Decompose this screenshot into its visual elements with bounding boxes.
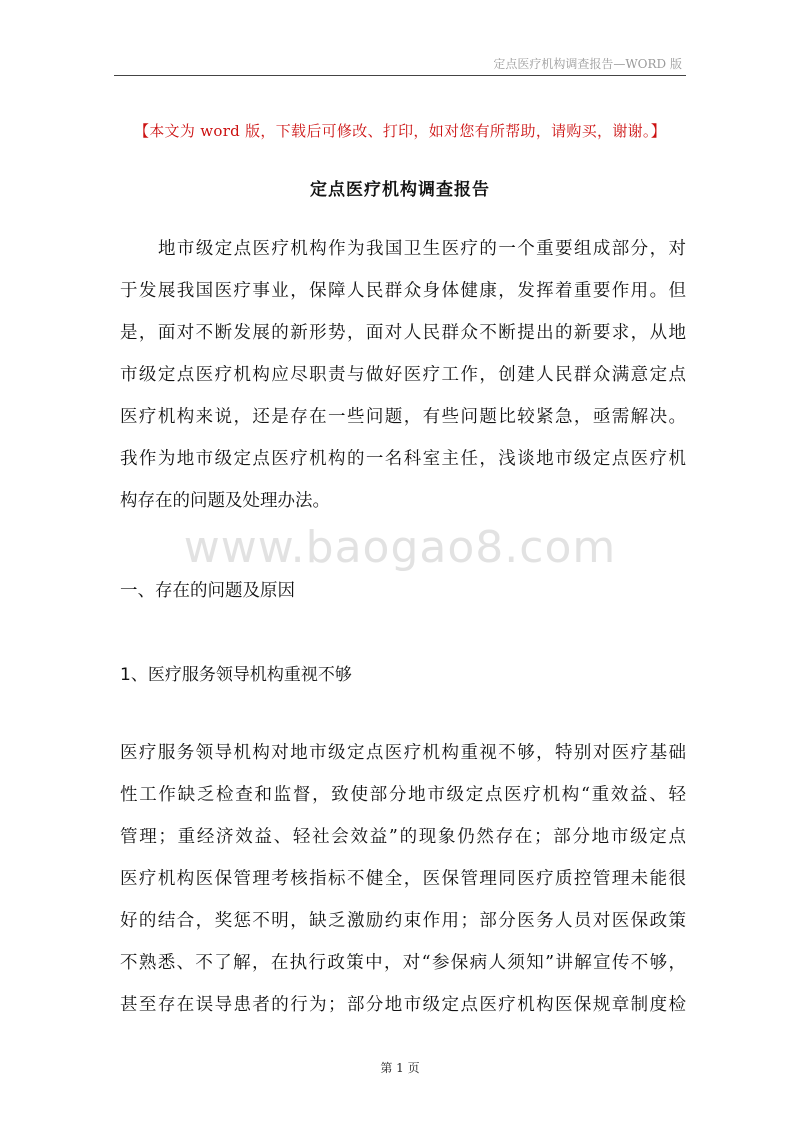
paragraph-line: 好的结合，奖惩不明，缺乏激励约束作用；部分医务人员对医保政策 xyxy=(120,911,686,931)
paragraph-line: 不熟悉、不了解，在执行政策中，对“参保病人须知”讲解宣传不够， xyxy=(120,953,686,973)
paragraph-line: 地市级定点医疗机构作为我国卫生医疗的一个重要组成部分，对 xyxy=(158,239,686,259)
paragraph-line: 于发展我国医疗事业，保障人民群众身体健康，发挥着重要作用。但 xyxy=(120,281,686,301)
running-header: 定点医疗机构调查报告—WORD 版 xyxy=(493,57,682,71)
body-paragraph xyxy=(120,732,686,1026)
paragraph-line: 市级定点医疗机构应尽职责与做好医疗工作，创建人民群众满意定点 xyxy=(120,365,686,385)
paragraph-line: 性工作缺乏检查和监督，致使部分地市级定点医疗机构“重效益、轻 xyxy=(120,785,686,805)
paragraph-line: 甚至存在误导患者的行为；部分地市级定点医疗机构医保规章制度检 xyxy=(120,995,686,1015)
download-notice: 【本文为 word 版，下载后可修改、打印，如对您有所帮助，请购买，谢谢。】 xyxy=(133,122,667,140)
subsection-heading: 1、医疗服务领导机构重视不够 xyxy=(120,665,352,685)
document-title: 定点医疗机构调查报告 xyxy=(310,180,490,200)
paragraph-line: 是，面对不断发展的新形势，面对人民群众不断提出的新要求，从地 xyxy=(120,323,686,343)
paragraph-line: 管理；重经济效益、轻社会效益”的现象仍然存在；部分地市级定点 xyxy=(120,827,686,847)
header-divider xyxy=(114,75,686,76)
paragraph-line: 我作为地市级定点医疗机构的一名科室主任，浅谈地市级定点医疗机 xyxy=(120,449,686,469)
paragraph-line: 医疗服务领导机构对地市级定点医疗机构重视不够，特别对医疗基础 xyxy=(120,743,686,763)
paragraph-line: 医疗机构医保管理考核指标不健全，医保管理同医疗质控管理未能很 xyxy=(120,869,686,889)
intro-paragraph xyxy=(120,228,686,522)
paragraph-line: 构存在的问题及处理办法。 xyxy=(120,491,330,511)
section-heading: 一、存在的问题及原因 xyxy=(120,581,295,601)
paragraph-line: 医疗机构来说，还是存在一些问题，有些问题比较紧急，亟需解决。 xyxy=(120,407,686,427)
watermark: www.baogao8.com xyxy=(183,522,617,573)
page-number: 第 1 页 xyxy=(380,1061,420,1075)
